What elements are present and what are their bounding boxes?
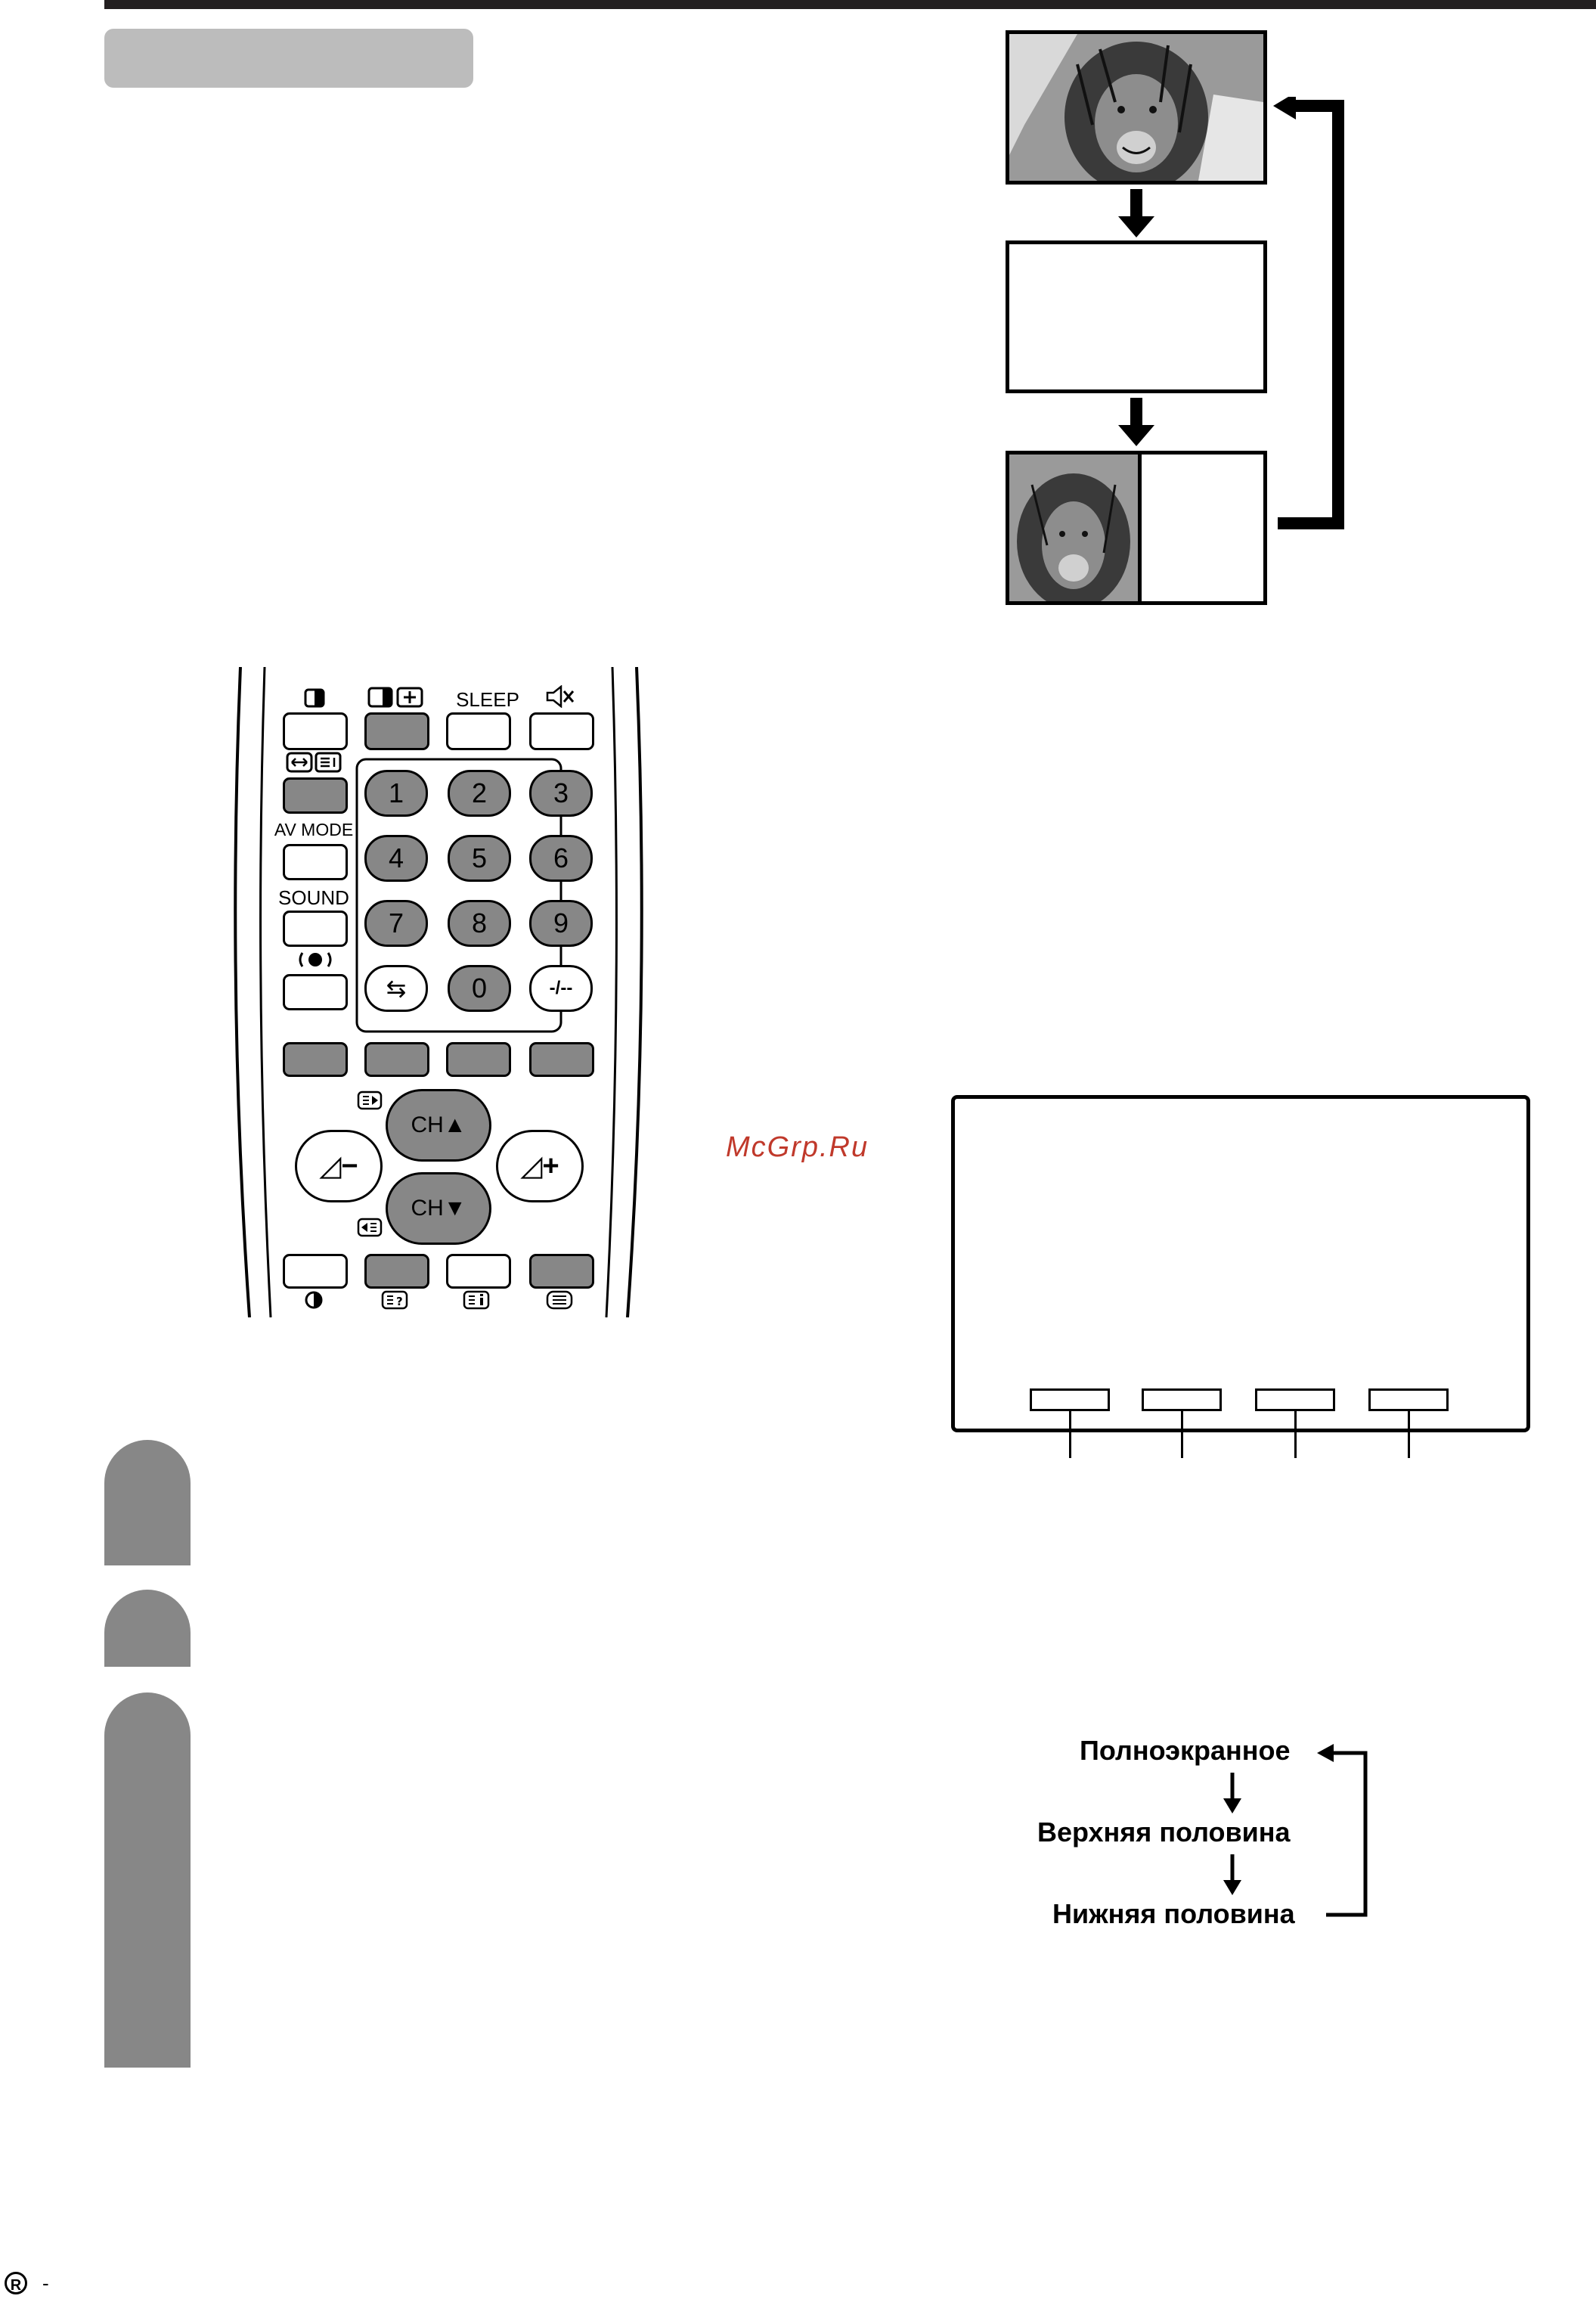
number-key-1[interactable]: 1 <box>364 770 428 817</box>
fastext-leader-3 <box>1294 1411 1297 1458</box>
lion-picture-icon <box>1009 34 1263 181</box>
number-key-6[interactable]: 6 <box>529 835 593 882</box>
number-key-5[interactable]: 5 <box>448 835 511 882</box>
sound-button[interactable] <box>283 911 348 947</box>
fastext-box-1 <box>1030 1388 1110 1411</box>
flow-item-full-screen: Полноэкранное <box>1080 1735 1291 1766</box>
digit-mode-key[interactable]: -/-- <box>529 965 593 1012</box>
volume-up-button[interactable]: ◿+ <box>496 1130 584 1202</box>
av-mode-button[interactable] <box>283 844 348 880</box>
fastext-box-4 <box>1368 1388 1449 1411</box>
info-button[interactable] <box>446 1254 511 1289</box>
freeze-icon <box>367 687 428 708</box>
sleep-label: SLEEP <box>456 688 519 711</box>
page-forward-icon <box>357 1091 383 1110</box>
fastext-leader-1 <box>1069 1411 1071 1458</box>
color-key-1[interactable] <box>283 1042 348 1077</box>
section-title-bar <box>104 29 473 88</box>
number-key-3[interactable]: 3 <box>529 770 593 817</box>
fastext-leader-4 <box>1408 1411 1410 1458</box>
picture-flip-icon <box>301 688 328 708</box>
remote-control <box>227 667 650 1317</box>
teletext-icon <box>546 1290 573 1310</box>
freeze-button[interactable] <box>364 712 429 750</box>
color-icon <box>302 1290 325 1310</box>
step-tab-1 <box>104 1440 191 1565</box>
lion-picture-icon <box>1009 455 1138 601</box>
number-key-7[interactable]: 7 <box>364 900 428 947</box>
region-mark: R <box>5 2272 27 2294</box>
wide-mode-button[interactable] <box>283 777 348 814</box>
page-number-dash: - <box>42 2272 49 2294</box>
color-key-4[interactable] <box>529 1042 594 1077</box>
color-function-button[interactable] <box>283 1254 348 1289</box>
reveal-icon <box>381 1290 408 1310</box>
mute-icon <box>544 685 575 708</box>
reveal-button[interactable] <box>364 1254 429 1289</box>
flow-item-lower-half: Нижняя половина <box>1052 1898 1295 1929</box>
tv-screen-full-picture <box>1006 30 1267 185</box>
svg-text:?: ? <box>396 1295 403 1308</box>
teletext-button[interactable] <box>529 1254 594 1289</box>
surround-icon <box>296 950 334 970</box>
step-tab-2 <box>104 1590 191 1667</box>
channel-up-button[interactable]: CH▲ <box>386 1089 491 1162</box>
fastext-box-2 <box>1142 1388 1222 1411</box>
picture-flip-button[interactable] <box>283 712 348 750</box>
cycle-return-arrow-icon <box>1273 97 1352 537</box>
tv-screen-text-page <box>1006 240 1267 393</box>
watermark: McGrp.Ru <box>726 1131 869 1163</box>
top-rule <box>104 0 1596 9</box>
arrow-down-icon <box>1115 189 1157 239</box>
av-mode-label: AV MODE <box>274 820 354 839</box>
mute-button[interactable] <box>529 712 594 750</box>
color-key-3[interactable] <box>446 1042 511 1077</box>
surround-button[interactable] <box>283 974 348 1010</box>
number-key-4[interactable]: 4 <box>364 835 428 882</box>
teletext-screen <box>951 1095 1530 1432</box>
sleep-button[interactable] <box>446 712 511 750</box>
wide-mode-icon <box>286 752 343 773</box>
channel-down-button[interactable]: CH▼ <box>386 1172 491 1245</box>
flow-item-upper-half: Верхняя половина <box>1037 1817 1291 1848</box>
flow-return-arrow-icon <box>1316 1739 1370 1925</box>
arrow-down-icon <box>1217 1773 1247 1815</box>
flashback-key[interactable]: ⇆ <box>364 965 428 1012</box>
page-back-icon <box>357 1218 383 1237</box>
fastext-box-3 <box>1255 1388 1335 1411</box>
number-key-0[interactable]: 0 <box>448 965 511 1012</box>
info-icon <box>463 1290 490 1310</box>
number-key-9[interactable]: 9 <box>529 900 593 947</box>
color-key-2[interactable] <box>364 1042 429 1077</box>
step-tab-3 <box>104 1692 191 2068</box>
arrow-down-icon <box>1217 1854 1247 1897</box>
volume-down-button[interactable]: ◿− <box>295 1130 383 1202</box>
tv-screen-split-view <box>1006 451 1267 605</box>
number-key-2[interactable]: 2 <box>448 770 511 817</box>
sound-label: SOUND <box>278 886 349 909</box>
arrow-down-icon <box>1115 398 1157 448</box>
fastext-leader-2 <box>1181 1411 1183 1458</box>
number-key-8[interactable]: 8 <box>448 900 511 947</box>
